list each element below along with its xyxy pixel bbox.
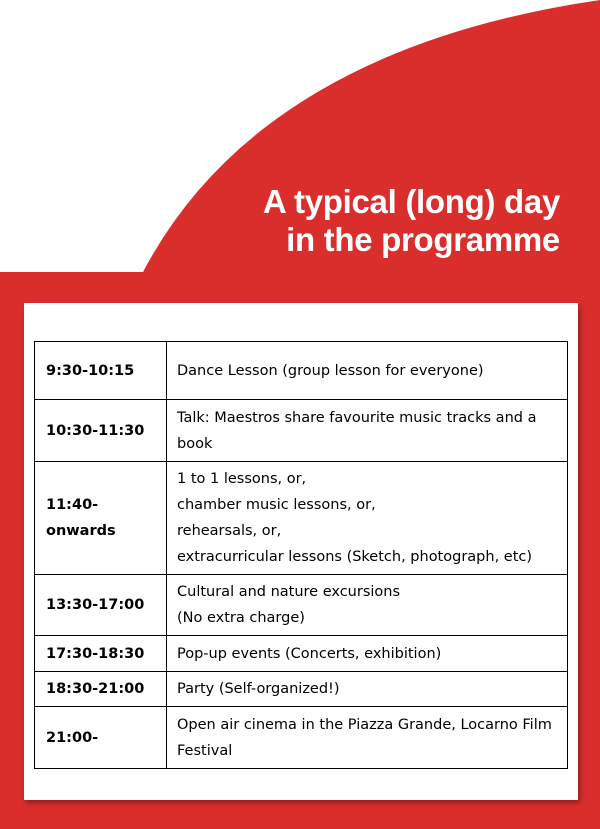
activity-cell bbox=[167, 636, 568, 672]
table-row bbox=[35, 342, 568, 400]
activity-cell bbox=[167, 462, 568, 575]
table-row bbox=[35, 636, 568, 672]
time-cell: 21:00- bbox=[35, 707, 167, 769]
time-line: onwards bbox=[46, 523, 116, 539]
time-cell: 18:30-21:00 bbox=[35, 672, 167, 707]
table-row bbox=[35, 575, 568, 636]
activity-line: Cultural and nature excursions bbox=[177, 584, 401, 600]
time-cell bbox=[35, 462, 167, 575]
activity-cell: Talk: Maestros share favourite music tracks and a book bbox=[167, 400, 568, 462]
time-cell: 13:30-17:00 bbox=[35, 575, 167, 636]
schedule-table bbox=[34, 341, 568, 769]
table-row bbox=[35, 707, 568, 769]
time-cell: 10:30-11:30 bbox=[35, 400, 167, 462]
page-title bbox=[263, 183, 560, 259]
table-row bbox=[35, 462, 568, 575]
time-cell: 17:30-18:30 bbox=[35, 636, 167, 672]
activity-cell: Open air cinema in the Piazza Grande, Locarno Film Festival bbox=[167, 707, 568, 769]
activity-line: Party (Self-organized!) bbox=[177, 681, 340, 697]
time-cell: 9:30-10:15 bbox=[35, 342, 167, 400]
activity-line: Pop-up events (Concerts, exhibition) bbox=[177, 645, 442, 662]
activity-line: rehearsals, or, bbox=[177, 523, 282, 539]
activity-cell bbox=[167, 672, 568, 707]
activity-line: 1 to 1 lessons, or, bbox=[177, 471, 307, 487]
activity-line: chamber music lessons, or, bbox=[177, 497, 376, 513]
title-line-2: in the programme bbox=[286, 221, 560, 258]
activity-cell bbox=[167, 575, 568, 636]
schedule-card bbox=[24, 303, 578, 800]
activity-cell bbox=[167, 342, 568, 400]
title-line-1: A typical (long) day bbox=[262, 183, 560, 220]
table-row bbox=[35, 672, 568, 707]
time-line: 11:40- bbox=[46, 497, 99, 513]
table-row bbox=[35, 400, 568, 462]
activity-line: Dance Lesson (group lesson for everyone) bbox=[177, 362, 484, 379]
activity-line: (No extra charge) bbox=[177, 610, 305, 626]
activity-line: extracurricular lessons (Sketch, photograph, etc) bbox=[177, 549, 533, 565]
